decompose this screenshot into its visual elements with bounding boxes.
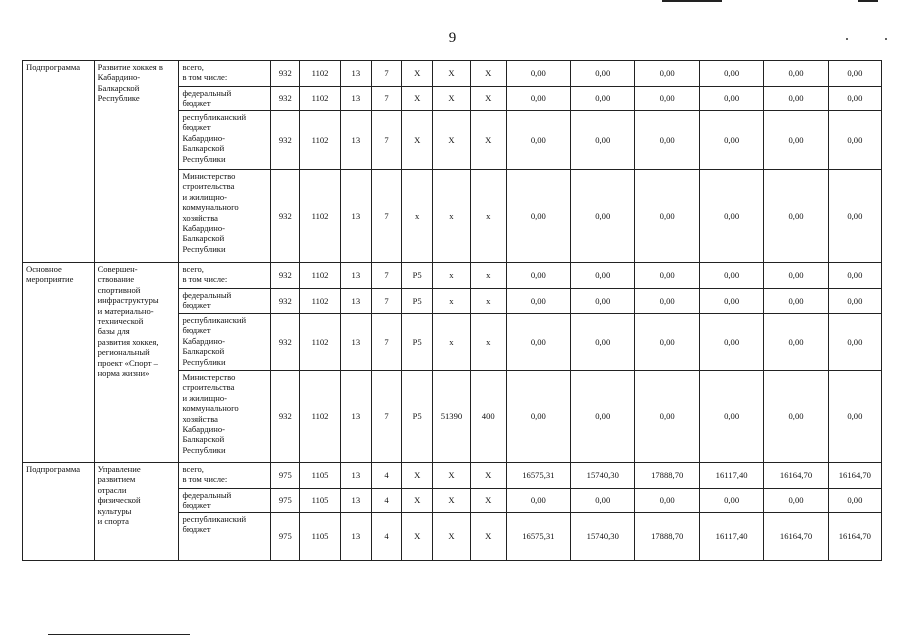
funding-source-cell: республиканский бюджет Кабардино- Балкарской Республики <box>179 314 271 371</box>
table-row <box>23 61 882 87</box>
code-cell: P5 <box>402 289 433 314</box>
amount-cell: 0,00 <box>635 170 699 263</box>
code-cell: 932 <box>271 111 300 170</box>
code-cell: 13 <box>341 314 372 371</box>
code-cell: X <box>470 61 506 87</box>
code-cell: 4 <box>371 513 402 561</box>
amount-cell: 0,00 <box>571 111 635 170</box>
code-cell: 13 <box>341 513 372 561</box>
code-cell: 7 <box>371 371 402 463</box>
code-cell: X <box>402 61 433 87</box>
code-cell: 13 <box>341 371 372 463</box>
code-cell: х <box>470 170 506 263</box>
code-cell: 13 <box>341 111 372 170</box>
amount-cell: 0,00 <box>635 263 699 289</box>
code-cell: X <box>470 489 506 513</box>
amount-cell: 16164,70 <box>828 513 881 561</box>
amount-cell: 0,00 <box>506 489 570 513</box>
amount-cell: 17888,70 <box>635 463 699 489</box>
amount-cell: 0,00 <box>571 263 635 289</box>
amount-cell: 0,00 <box>699 289 763 314</box>
amount-cell: 0,00 <box>828 289 881 314</box>
amount-cell: 0,00 <box>699 314 763 371</box>
amount-cell: 0,00 <box>699 371 763 463</box>
amount-cell: 0,00 <box>764 289 828 314</box>
amount-cell: 0,00 <box>764 314 828 371</box>
amount-cell: 0,00 <box>635 61 699 87</box>
top-edge-mark <box>662 0 722 2</box>
code-cell: X <box>433 489 471 513</box>
code-cell: х <box>470 289 506 314</box>
amount-cell: 0,00 <box>506 289 570 314</box>
amount-cell: 0,00 <box>699 489 763 513</box>
code-cell: х <box>402 170 433 263</box>
code-cell: 7 <box>371 170 402 263</box>
code-cell: P5 <box>402 371 433 463</box>
code-cell: 1102 <box>300 263 341 289</box>
code-cell: 932 <box>271 61 300 87</box>
amount-cell: 0,00 <box>506 371 570 463</box>
amount-cell: 0,00 <box>571 371 635 463</box>
amount-cell: 15740,30 <box>571 513 635 561</box>
code-cell: 932 <box>271 289 300 314</box>
amount-cell: 0,00 <box>764 87 828 111</box>
code-cell: P5 <box>402 314 433 371</box>
code-cell: 932 <box>271 170 300 263</box>
amount-cell: 0,00 <box>699 111 763 170</box>
funding-source-cell: республиканский бюджет <box>179 513 271 561</box>
amount-cell: 0,00 <box>828 170 881 263</box>
funding-source-cell: всего, в том числе: <box>179 61 271 87</box>
code-cell: 1102 <box>300 170 341 263</box>
amount-cell: 0,00 <box>764 170 828 263</box>
code-cell: х <box>433 289 471 314</box>
amount-cell: 0,00 <box>828 61 881 87</box>
amount-cell: 17888,70 <box>635 513 699 561</box>
amount-cell: 0,00 <box>635 489 699 513</box>
funding-source-cell: Министерство строительства и жилищно- коммунального хозяйства Кабардино- Балкарской Республики <box>179 170 271 263</box>
program-type-cell: Подпрограмма <box>23 463 95 561</box>
amount-cell: 0,00 <box>764 371 828 463</box>
top-edge-mark <box>858 0 878 2</box>
amount-cell: 0,00 <box>828 111 881 170</box>
amount-cell: 0,00 <box>506 87 570 111</box>
code-cell: 13 <box>341 87 372 111</box>
code-cell: 7 <box>371 61 402 87</box>
code-cell: X <box>402 111 433 170</box>
amount-cell: 0,00 <box>828 314 881 371</box>
code-cell: 975 <box>271 463 300 489</box>
amount-cell: 0,00 <box>828 263 881 289</box>
funding-source-cell: Министерство строительства и жилищно- коммунального хозяйства Кабардино- Балкарской Республики <box>179 371 271 463</box>
funding-source-cell: федеральный бюджет <box>179 87 271 111</box>
funding-source-cell: республиканский бюджет Кабардино- Балкарской Республики <box>179 111 271 170</box>
code-cell: 13 <box>341 170 372 263</box>
amount-cell: 0,00 <box>828 87 881 111</box>
code-cell: 13 <box>341 289 372 314</box>
program-name-cell: Управление развитием отрасли физической культуры и спорта <box>94 463 179 561</box>
code-cell: X <box>433 111 471 170</box>
code-cell: 4 <box>371 463 402 489</box>
funding-source-cell: всего, в том числе: <box>179 463 271 489</box>
budget-table <box>22 60 882 561</box>
amount-cell: 0,00 <box>764 489 828 513</box>
amount-cell: 0,00 <box>764 263 828 289</box>
code-cell: 1102 <box>300 314 341 371</box>
code-cell: X <box>470 87 506 111</box>
code-cell: 51390 <box>433 371 471 463</box>
code-cell: 932 <box>271 371 300 463</box>
amount-cell: 15740,30 <box>571 463 635 489</box>
code-cell: х <box>433 314 471 371</box>
amount-cell: 0,00 <box>764 61 828 87</box>
code-cell: х <box>470 263 506 289</box>
amount-cell: 16117,40 <box>699 513 763 561</box>
code-cell: X <box>433 513 471 561</box>
code-cell: х <box>433 170 471 263</box>
amount-cell: 0,00 <box>635 289 699 314</box>
code-cell: 13 <box>341 263 372 289</box>
amount-cell: 0,00 <box>571 87 635 111</box>
code-cell: X <box>433 87 471 111</box>
amount-cell: 0,00 <box>828 489 881 513</box>
code-cell: 1102 <box>300 371 341 463</box>
amount-cell: 16117,40 <box>699 463 763 489</box>
code-cell: 1102 <box>300 289 341 314</box>
amount-cell: 0,00 <box>635 371 699 463</box>
amount-cell: 16164,70 <box>764 513 828 561</box>
code-cell: 1102 <box>300 61 341 87</box>
code-cell: X <box>402 87 433 111</box>
funding-source-cell: федеральный бюджет <box>179 489 271 513</box>
amount-cell: 0,00 <box>764 111 828 170</box>
amount-cell: 0,00 <box>571 489 635 513</box>
code-cell: X <box>402 489 433 513</box>
code-cell: X <box>470 463 506 489</box>
amount-cell: 0,00 <box>635 111 699 170</box>
amount-cell: 0,00 <box>828 371 881 463</box>
code-cell: 13 <box>341 463 372 489</box>
code-cell: X <box>402 513 433 561</box>
code-cell: X <box>433 61 471 87</box>
code-cell: 1102 <box>300 111 341 170</box>
funding-source-cell: всего, в том числе: <box>179 263 271 289</box>
amount-cell: 0,00 <box>506 263 570 289</box>
code-cell: P5 <box>402 263 433 289</box>
code-cell: 7 <box>371 289 402 314</box>
code-cell: 1102 <box>300 87 341 111</box>
code-cell: 13 <box>341 61 372 87</box>
amount-cell: 0,00 <box>699 61 763 87</box>
amount-cell: 0,00 <box>506 314 570 371</box>
amount-cell: 0,00 <box>506 111 570 170</box>
amount-cell: 0,00 <box>571 314 635 371</box>
code-cell: 400 <box>470 371 506 463</box>
code-cell: 7 <box>371 87 402 111</box>
amount-cell: 16164,70 <box>764 463 828 489</box>
code-cell: X <box>470 513 506 561</box>
amount-cell: 16575,31 <box>506 513 570 561</box>
code-cell: 4 <box>371 489 402 513</box>
amount-cell: 0,00 <box>571 170 635 263</box>
table-row <box>23 263 882 289</box>
amount-cell: 0,00 <box>635 87 699 111</box>
page-number: 9 <box>448 30 457 46</box>
code-cell: 1105 <box>300 463 341 489</box>
amount-cell: 0,00 <box>699 170 763 263</box>
amount-cell: 0,00 <box>571 61 635 87</box>
code-cell: 1105 <box>300 513 341 561</box>
amount-cell: 0,00 <box>571 289 635 314</box>
amount-cell: 16164,70 <box>828 463 881 489</box>
amount-cell: 0,00 <box>506 61 570 87</box>
code-cell: 13 <box>341 489 372 513</box>
code-cell: 932 <box>271 314 300 371</box>
amount-cell: 0,00 <box>699 87 763 111</box>
footnote-separator <box>48 634 190 635</box>
code-cell: 7 <box>371 314 402 371</box>
code-cell: X <box>433 463 471 489</box>
code-cell: X <box>402 463 433 489</box>
program-type-cell: Подпрограмма <box>23 61 95 263</box>
program-type-cell: Основное мероприятие <box>23 263 95 463</box>
code-cell: 1105 <box>300 489 341 513</box>
code-cell: 7 <box>371 111 402 170</box>
amount-cell: 0,00 <box>635 314 699 371</box>
code-cell: X <box>470 111 506 170</box>
program-name-cell: Совершен- ствование спортивной инфраструктуры и материально- технической базы для развития хоккея, региональный проект «Спорт – норма жизни» <box>94 263 179 463</box>
code-cell: х <box>433 263 471 289</box>
code-cell: 975 <box>271 489 300 513</box>
program-name-cell: Развитие хоккея в Кабардино-Балкарской Республике <box>94 61 179 263</box>
code-cell: 7 <box>371 263 402 289</box>
code-cell: 932 <box>271 263 300 289</box>
code-cell: 932 <box>271 87 300 111</box>
code-cell: х <box>470 314 506 371</box>
amount-cell: 0,00 <box>506 170 570 263</box>
amount-cell: 0,00 <box>699 263 763 289</box>
table-row <box>23 463 882 489</box>
amount-cell: 16575,31 <box>506 463 570 489</box>
code-cell: 975 <box>271 513 300 561</box>
funding-source-cell: федеральный бюджет <box>179 289 271 314</box>
